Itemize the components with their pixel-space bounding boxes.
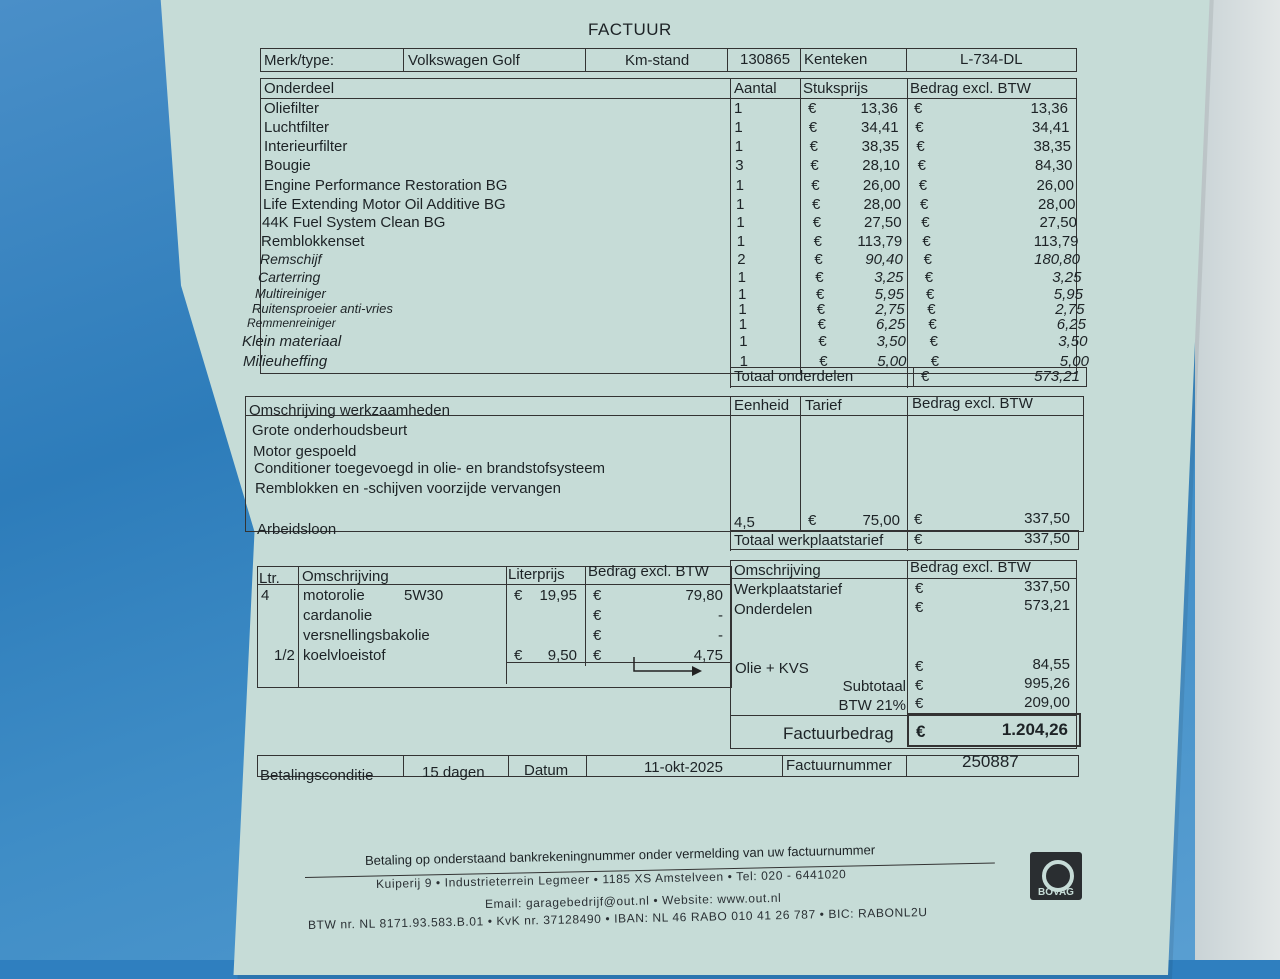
- part-name: Life Extending Motor Oil Additive BG: [263, 196, 506, 213]
- part-qty: 1: [736, 196, 745, 213]
- labor-line: Conditioner toegevoegd in olie- en brandstofsysteem: [254, 460, 606, 477]
- part-name: Carterring: [258, 269, 321, 285]
- invoice-title: FACTUUR: [588, 20, 672, 39]
- part-amount: 13,36: [1030, 100, 1068, 117]
- fluid-price-currency: €: [514, 587, 523, 604]
- part-name: Remblokkenset: [261, 233, 365, 250]
- summary-currency: €: [915, 677, 924, 694]
- part-price-currency: €: [809, 138, 818, 155]
- labor-rate: 75,00: [862, 512, 900, 529]
- divider: [907, 78, 908, 388]
- part-price: 28,00: [863, 196, 901, 213]
- divider: [585, 48, 586, 72]
- part-amount: 84,30: [1034, 157, 1073, 174]
- summary-werkplaats-value: 337,50: [1024, 578, 1070, 595]
- divider: [800, 78, 801, 374]
- summary-header-omschrijving: Omschrijving: [734, 562, 821, 579]
- fluid-desc: versnellingsbakolie: [303, 627, 430, 644]
- part-price: 5,95: [874, 286, 904, 303]
- factuurbedrag-label: Factuurbedrag: [783, 724, 894, 743]
- part-price: 26,00: [862, 177, 901, 194]
- part-name: Milieuheffing: [243, 353, 328, 370]
- labor-header-tarief: Tarief: [805, 397, 842, 414]
- part-amount-currency: €: [920, 196, 929, 213]
- summary-werkplaats-label: Werkplaatstarief: [734, 581, 843, 598]
- summary-currency: €: [915, 580, 924, 597]
- nummer-value: 250887: [962, 752, 1019, 771]
- part-qty: 1: [734, 138, 744, 155]
- part-name: Multireiniger: [255, 286, 326, 301]
- summary-olie-value: 84,55: [1032, 656, 1070, 673]
- arrow-right-icon: [628, 655, 708, 679]
- fluid-price-currency: €: [514, 647, 523, 664]
- part-price-currency: €: [816, 286, 825, 303]
- labor-header-bedrag: Bedrag excl. BTW: [912, 395, 1033, 412]
- part-amount-currency: €: [916, 138, 925, 155]
- divider: [730, 78, 731, 388]
- part-amount: 2,75: [1055, 301, 1085, 318]
- conditie-value: 15 dagen: [422, 764, 485, 781]
- part-name: Interieurfilter: [264, 138, 348, 155]
- part-price: 113,79: [857, 233, 903, 250]
- part-price-currency: €: [812, 214, 822, 231]
- labor-line: Grote onderhoudsbeurt: [252, 422, 408, 439]
- part-name: Klein materiaal: [242, 333, 342, 350]
- labor-amount-currency: €: [914, 511, 923, 528]
- part-qty: 1: [737, 269, 746, 286]
- part-amount-currency: €: [921, 214, 930, 231]
- part-qty: 3: [735, 157, 744, 174]
- part-amount-currency: €: [918, 177, 928, 194]
- part-amount-currency: €: [914, 100, 923, 117]
- merk-label: Merk/type:: [264, 52, 335, 69]
- part-amount-currency: €: [915, 119, 924, 136]
- part-qty: 1: [736, 214, 745, 231]
- part-qty: 1: [739, 333, 748, 350]
- summary-olie-label: Olie + KVS: [735, 660, 809, 677]
- divider: [508, 755, 509, 777]
- part-amount-currency: €: [923, 251, 932, 268]
- datum-label: Datum: [524, 762, 569, 779]
- part-amount: 3,25: [1052, 269, 1082, 286]
- parts-total-label: Totaal onderdelen: [734, 368, 854, 385]
- parts-header-onderdeel: Onderdeel: [264, 80, 335, 97]
- fluid-amount-currency: €: [593, 587, 602, 604]
- parts-header-stuksprijs: Stuksprijs: [803, 80, 869, 97]
- part-price-currency: €: [817, 316, 826, 333]
- part-price: 5,00: [877, 353, 907, 370]
- nummer-label: Factuurnummer: [786, 757, 892, 774]
- part-qty: 1: [735, 177, 744, 194]
- factuurbedrag-currency: €: [916, 722, 926, 741]
- divider: [907, 676, 908, 716]
- part-price-currency: €: [810, 157, 819, 174]
- divider: [906, 755, 907, 777]
- part-qty: 1: [734, 100, 743, 117]
- summary-header-bedrag: Bedrag excl. BTW: [910, 559, 1031, 576]
- part-amount-currency: €: [930, 353, 940, 370]
- parts-header-line: [260, 98, 1077, 99]
- part-price-currency: €: [814, 251, 823, 268]
- part-price: 2,75: [875, 301, 905, 318]
- part-name: 44K Fuel System Clean BG: [262, 214, 446, 231]
- divider: [298, 566, 299, 688]
- labor-header-omschrijving: Omschrijving werkzaamheden: [249, 402, 450, 419]
- part-price: 3,50: [876, 333, 906, 350]
- fluid-amount-currency: €: [593, 627, 602, 644]
- part-amount: 27,50: [1039, 214, 1077, 231]
- part-qty: 2: [737, 251, 746, 268]
- kenteken-label: Kenteken: [804, 51, 868, 68]
- divider: [585, 566, 586, 666]
- footer-registration: BTW nr. NL 8171.93.583.B.01 • KvK nr. 37128490 • IBAN: NL 46 RABO 010 41 26 787 • BIC: RABONL2U: [307, 905, 928, 932]
- part-amount: 3,50: [1058, 333, 1088, 350]
- footer-payment-note: Betaling op onderstaand bankrekeningnummer onder vermelding van uw factuurnummer: [364, 842, 876, 868]
- summary-subtotaal-value: 995,26: [1024, 675, 1070, 692]
- part-amount: 5,00: [1059, 353, 1089, 370]
- parts-header-aantal: Aantal: [734, 80, 777, 97]
- footer-contact: Email: garagebedrijf@out.nl • Website: www.out.nl: [484, 890, 782, 911]
- labor-header-eenheid: Eenheid: [734, 397, 790, 414]
- factuurbedrag-value: 1.204,26: [1001, 720, 1068, 739]
- part-amount: 113,79: [1033, 233, 1079, 250]
- fluid-desc: koelvloeistof: [303, 647, 386, 664]
- summary-btw-label: BTW 21%: [838, 697, 906, 714]
- divider: [727, 48, 728, 72]
- part-price-currency: €: [816, 301, 826, 318]
- part-price: 28,10: [862, 157, 900, 174]
- part-amount: 6,25: [1056, 316, 1086, 333]
- labor-amount: 337,50: [1024, 510, 1070, 527]
- part-price-currency: €: [808, 100, 817, 117]
- parts-total-currency: €: [921, 368, 930, 385]
- part-amount: 180,80: [1034, 251, 1080, 268]
- part-price: 6,25: [875, 316, 906, 333]
- labor-line: Remblokken en -schijven voorzijde vervangen: [255, 480, 561, 497]
- part-qty: 1: [738, 301, 747, 318]
- summary-btw-value: 209,00: [1024, 694, 1070, 711]
- part-price: 38,35: [861, 138, 900, 155]
- part-amount: 28,00: [1037, 196, 1076, 213]
- labor-total-value: 337,50: [1024, 530, 1070, 547]
- merk-value: Volkswagen Golf: [408, 52, 520, 69]
- labor-total-currency: €: [914, 531, 923, 548]
- part-name: Remschijf: [260, 251, 322, 267]
- divider: [800, 48, 801, 72]
- part-amount-currency: €: [922, 233, 931, 250]
- part-price: 34,41: [861, 119, 899, 136]
- part-qty: 1: [739, 353, 748, 370]
- fluid-amount-currency: €: [593, 647, 602, 664]
- km-label: Km-stand: [625, 52, 690, 69]
- part-price-currency: €: [815, 269, 824, 286]
- part-amount-currency: €: [929, 333, 938, 350]
- part-name: Bougie: [264, 157, 311, 174]
- km-value: 130865: [740, 51, 791, 68]
- part-amount-currency: €: [926, 286, 935, 303]
- fluid-desc: cardanolie: [303, 607, 373, 624]
- part-name: Oliefilter: [264, 100, 320, 117]
- part-amount: 26,00: [1036, 177, 1074, 194]
- part-amount: 34,41: [1031, 119, 1070, 136]
- part-qty: 1: [736, 233, 746, 250]
- parts-total-value: 573,21: [1034, 368, 1080, 385]
- fluid-amount: 79,80: [685, 587, 723, 604]
- datum-value: 11-okt-2025: [644, 759, 723, 776]
- divider: [907, 396, 908, 551]
- part-amount-currency: €: [924, 269, 934, 286]
- conditie-label: Betalingsconditie: [260, 767, 374, 784]
- part-price-currency: €: [813, 233, 822, 250]
- fluids-header-bedrag: Bedrag excl. BTW: [588, 563, 709, 580]
- part-amount-currency: €: [927, 301, 936, 318]
- labor-total-label: Totaal werkplaatstarief: [734, 532, 884, 549]
- summary-onderdelen-label: Onderdelen: [734, 601, 813, 618]
- fluid-ltr: 4: [261, 587, 270, 604]
- part-price: 27,50: [864, 214, 902, 231]
- part-price: 13,36: [860, 100, 898, 117]
- part-name: Ruitensproeier anti-vries: [252, 301, 393, 316]
- fluid-amount-currency: €: [593, 607, 602, 624]
- part-amount: 5,95: [1053, 286, 1083, 303]
- labor-row-label: Arbeidsloon: [257, 521, 337, 538]
- logo-text: BOVAG: [1038, 887, 1074, 898]
- divider: [906, 48, 907, 72]
- part-price-currency: €: [808, 119, 818, 136]
- footer-address: Kuiperij 9 • Industrieterrein Legmeer • 1185 XS Amstelveen • Tel: 020 - 6441020: [375, 867, 847, 891]
- fluid-amount: -: [718, 627, 723, 644]
- labor-rate-currency: €: [808, 512, 817, 529]
- fluid-spec: 5W30: [404, 587, 444, 604]
- part-qty: 1: [738, 286, 747, 303]
- part-price: 3,25: [874, 269, 904, 286]
- fluid-ltr: 1/2: [274, 647, 295, 664]
- part-price-currency: €: [819, 353, 828, 370]
- divider: [913, 367, 914, 387]
- fluid-amount: 4,75: [693, 647, 723, 664]
- fluids-header-omschrijving: Omschrijving: [302, 568, 389, 585]
- labor-unit: 4,5: [734, 514, 755, 531]
- part-qty: 1: [734, 119, 743, 136]
- parts-header-bedrag: Bedrag excl. BTW: [910, 80, 1031, 97]
- part-name: Engine Performance Restoration BG: [264, 177, 508, 194]
- summary-onderdelen-value: 573,21: [1024, 597, 1070, 614]
- fluid-amount: -: [718, 607, 723, 624]
- divider: [403, 755, 404, 777]
- fluid-price: 9,50: [547, 647, 577, 664]
- divider: [800, 396, 801, 532]
- bovag-logo-icon: [1030, 852, 1082, 900]
- summary-currency: €: [915, 599, 924, 616]
- part-name: Luchtfilter: [264, 119, 330, 136]
- summary-currency: €: [915, 695, 924, 712]
- part-amount: 38,35: [1033, 138, 1071, 155]
- kenteken-value: L-734-DL: [960, 51, 1023, 68]
- fluid-price: 19,95: [539, 587, 577, 604]
- divider: [506, 566, 507, 684]
- labor-line: Motor gespoeld: [253, 443, 357, 460]
- divider: [403, 48, 404, 72]
- divider: [730, 396, 731, 551]
- part-qty: 1: [738, 316, 748, 333]
- divider: [782, 755, 783, 777]
- part-name: Remmenreiniger: [247, 316, 336, 330]
- fluids-header-ltr: Ltr.: [259, 570, 280, 587]
- background-paper: [1195, 0, 1280, 960]
- part-price-currency: €: [811, 177, 820, 194]
- part-price-currency: €: [812, 196, 821, 213]
- part-amount-currency: €: [928, 316, 937, 333]
- divider: [586, 755, 587, 777]
- summary-subtotaal-label: Subtotaal: [842, 678, 906, 695]
- summary-currency: €: [915, 658, 924, 675]
- fluid-desc: motorolie: [303, 587, 365, 604]
- fluids-header-literprijs: Literprijs: [508, 566, 565, 583]
- part-price-currency: €: [818, 333, 827, 350]
- part-price: 90,40: [865, 251, 903, 268]
- part-amount-currency: €: [917, 157, 926, 174]
